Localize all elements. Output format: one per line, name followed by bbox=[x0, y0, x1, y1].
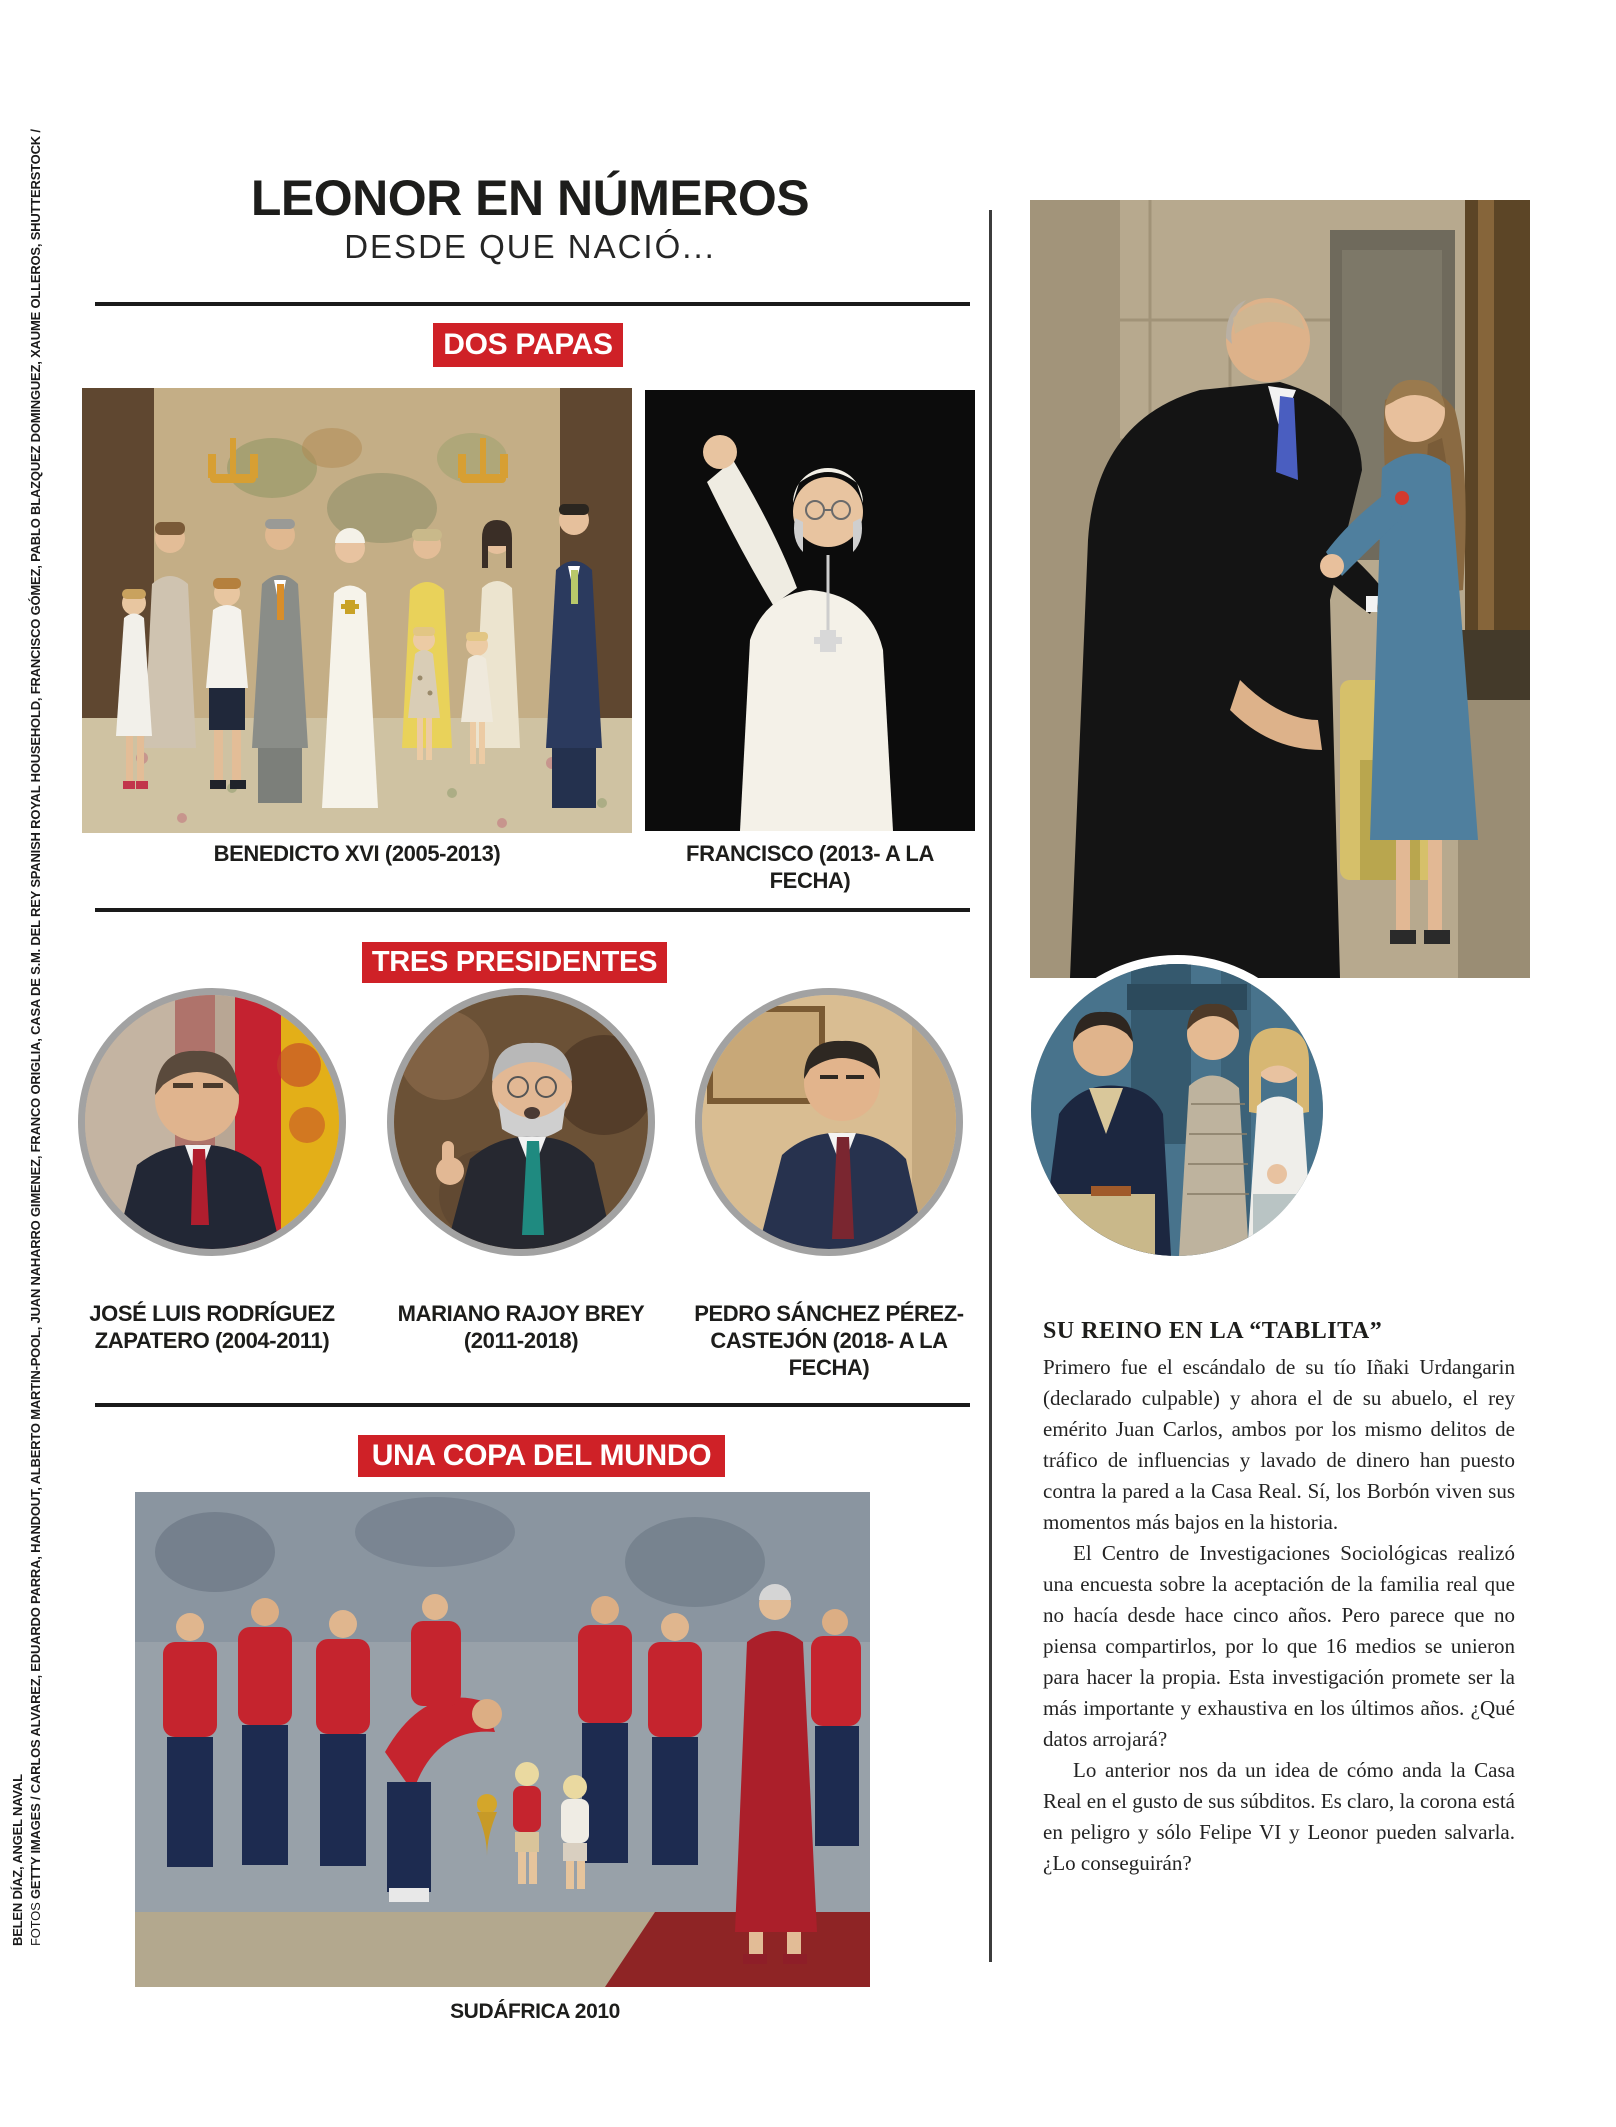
rule-middle bbox=[95, 908, 970, 912]
photo-zapatero bbox=[78, 988, 346, 1256]
sanchez-illustration bbox=[702, 995, 956, 1249]
mundial-illustration bbox=[135, 1492, 870, 1987]
photo-juan-carlos-leonor bbox=[1030, 200, 1530, 978]
credits-names-1: GETTY IMAGES / CARLOS ALVAREZ, EDUARDO PARRA, HANDOUT, ALBERTO MARTIN-POOL, JUAN NAHARRO GIMENEZ, FRANCO ORIGLIA, CASA DE S.M. DEL REY SPANISH ROYAL HOUSEHOLD, FRANCISCO GÓMEZ, PABLO BLAZQUEZ DOMINGUEZ, XAUME OLLEROS, SHUTTERSTOCK / bbox=[28, 129, 43, 1900]
caption-sanchez bbox=[674, 1300, 984, 1381]
article-paragraph-2: El Centro de Investigaciones Sociológicas realizó una encuesta sobre la aceptación de la familia real que no hacía desde hace cinco años. Pero parece que no piensa compartirlos, por lo que 16 medios se unieron para hacer la propia. Esta investigación promete ser la más importante y exhaustiva en los últimos años. ¿Qué datos arrojará? bbox=[1043, 1541, 1515, 1751]
caption-mundial: SUDÁFRICA 2010 bbox=[450, 2000, 620, 2023]
badge-tres-presidentes: TRES PRESIDENTES bbox=[362, 942, 667, 983]
zapatero-illustration bbox=[85, 995, 339, 1249]
benedicto-family-illustration bbox=[82, 388, 632, 833]
caption-rajoy bbox=[371, 1300, 671, 1354]
rajoy-illustration bbox=[394, 995, 648, 1249]
credits-names-2: BELEN DÍAZ, ANGEL NAVAL bbox=[10, 1774, 25, 1946]
page-title: LEONOR EN NÚMEROS bbox=[250, 170, 810, 226]
credits-prefix: FOTOS bbox=[28, 1899, 43, 1946]
article-paragraph-1: Primero fue el escándalo de su tío Iñaki Urdangarin (declarado culpable) y ahora el de su abuelo, el rey emérito Juan Carlos, ambos por los mismo delitos de tráfico de influencias y lavado de dinero han puesto contra la pared a la Casa Real. Sí, los Borbón viven sus momentos más bajos en la historia. bbox=[1043, 1355, 1515, 1534]
page-subtitle: DESDE QUE NACIÓ... bbox=[344, 228, 716, 265]
column-divider bbox=[989, 210, 992, 1962]
photo-francisco bbox=[645, 390, 975, 831]
caption-zapatero bbox=[62, 1300, 362, 1354]
article-paragraph-3: Lo anterior nos da un idea de cómo anda la Casa Real en el gusto de sus súbditos. Es claro, la corona está en peligro y sólo Felipe VI y Leonor pueden salvarla. ¿Lo conseguirán? bbox=[1043, 1758, 1515, 1875]
rule-bottom bbox=[95, 1403, 970, 1407]
caption-zapatero-line2: ZAPATERO (2004-2011) bbox=[94, 1328, 330, 1353]
photo-rajoy bbox=[387, 988, 655, 1256]
juan-carlos-leonor-illustration bbox=[1030, 200, 1530, 978]
caption-sanchez-line2: CASTEJÓN (2018- A LA FECHA) bbox=[710, 1328, 948, 1380]
caption-rajoy-line2: (2011-2018) bbox=[463, 1328, 579, 1353]
article bbox=[1043, 1316, 1515, 1879]
caption-benedicto: BENEDICTO XVI (2005-2013) bbox=[213, 841, 501, 866]
badge-copa-mundo: UNA COPA DEL MUNDO bbox=[358, 1435, 725, 1477]
francisco-illustration bbox=[645, 390, 975, 831]
caption-sanchez-line1: PEDRO SÁNCHEZ PÉREZ- bbox=[694, 1301, 964, 1326]
badge-dos-papas: DOS PAPAS bbox=[433, 323, 623, 367]
photo-sanchez bbox=[695, 988, 963, 1256]
photo-mundial bbox=[135, 1492, 870, 1987]
felipe-inaki-cristina-illustration bbox=[1031, 964, 1323, 1256]
caption-zapatero-line1: JOSÉ LUIS RODRÍGUEZ bbox=[89, 1301, 335, 1326]
article-heading: SU REINO EN LA “TABLITA” bbox=[1043, 1318, 1383, 1344]
rule-top bbox=[95, 302, 970, 306]
photo-benedicto-family bbox=[82, 388, 632, 833]
photo-felipe-inaki-cristina bbox=[1022, 955, 1332, 1265]
caption-francisco: FRANCISCO (2013- A LA FECHA) bbox=[686, 841, 934, 893]
caption-rajoy-line1: MARIANO RAJOY BREY bbox=[397, 1301, 645, 1326]
